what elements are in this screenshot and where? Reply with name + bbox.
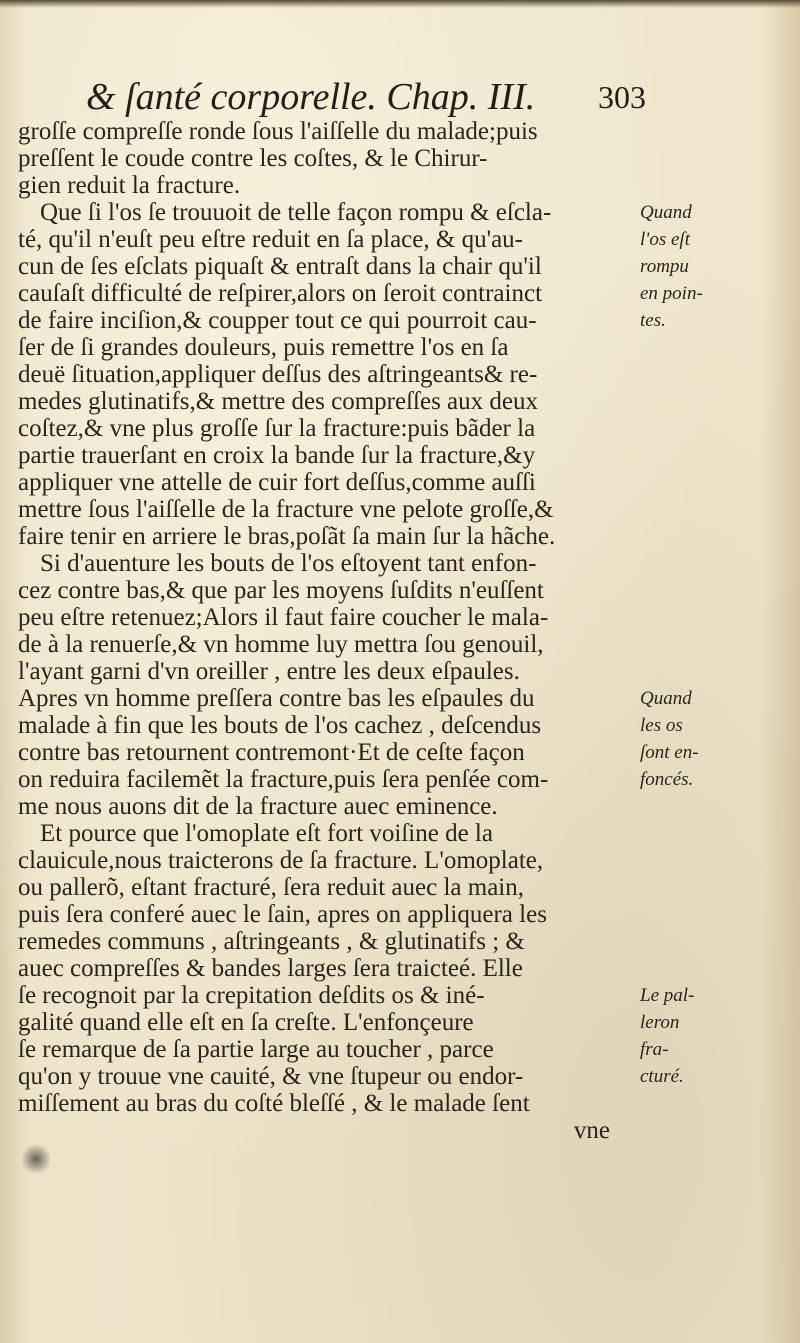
page-top-edge [0, 0, 800, 8]
margin-note-line: rompu [640, 256, 689, 277]
text-line: Et pource que l'omoplate eſt fort voiſine de la [40, 820, 493, 847]
text-line: ſe remarque de ſa partie large au toucher , parce [18, 1036, 494, 1063]
margin-note-line: Quand [640, 202, 692, 223]
text-line: Apres vn homme preſſera contre bas les eſpaules du [18, 685, 535, 712]
text-line: preſſent le coude contre les coſtes, & le Chirur- [18, 145, 488, 172]
margin-note-line: leron [640, 1012, 680, 1033]
margin-note-line: foncés. [640, 769, 694, 790]
text-line: groſſe compreſſe ronde ſous l'aiſſelle du malade;puis [18, 118, 538, 145]
running-title: & ſanté corporelle. Chap. III. [86, 76, 536, 118]
text-line: puis ſera conferé auec le ſain, apres on appliquera les [18, 901, 547, 928]
margin-note-line: cturé. [640, 1066, 684, 1087]
margin-note-shoulder-blade [640, 982, 790, 1090]
margin-note-line: tes. [640, 310, 666, 331]
text-line: ſe recognoit par la crepitation deſdits os & iné- [18, 982, 485, 1009]
margin-note-line: Quand [640, 688, 692, 709]
text-line: medes glutinatifs,& mettre des compreſſes aux deux [18, 388, 538, 415]
text-line: me nous auons dit de la fracture auec eminence. [18, 793, 498, 820]
text-line: mettre ſous l'aiſſelle de la fracture vne pelote groſſe,& [18, 496, 554, 523]
text-line: clauicule,nous traicterons de ſa fracture. L'omoplate, [18, 847, 544, 874]
margin-note-bones-depressed [640, 685, 790, 793]
text-line: appliquer vne attelle de cuir fort deſſus,comme auſſi [18, 469, 536, 496]
margin-note-line: les os [640, 715, 683, 736]
text-line: on reduira facilemẽt la fracture,puis ſera penſée com- [18, 766, 549, 793]
text-line: auec compreſſes & bandes larges ſera traicteé. Elle [18, 955, 523, 982]
text-line: coſtez,& vne plus groſſe ſur la fracture:puis bãder la [18, 415, 536, 442]
text-line: cun de ſes eſclats piquaſt & entraſt dans la chair qu'il [18, 253, 542, 280]
main-text-block [18, 118, 638, 1144]
text-line: ou pallerõ, eſtant fracturé, ſera reduit auec la main, [18, 874, 524, 901]
ink-stain [22, 1142, 50, 1176]
margin-note-fracture-pointed [640, 199, 790, 334]
catchword: vne [573, 1117, 610, 1144]
text-line: gien reduit la fracture. [18, 172, 241, 199]
text-line: peu eſtre retenuez;Alors il faut faire coucher le mala- [18, 604, 549, 631]
margin-note-line: ſont en- [640, 742, 699, 763]
text-line: cauſaſt difficulté de reſpirer,alors on ſeroit contrainct [18, 280, 543, 307]
text-line: té, qu'il n'euſt peu eſtre reduit en ſa place, & qu'au- [18, 226, 523, 253]
text-line: galité quand elle eſt en ſa creſte. L'enfonçeure [18, 1009, 474, 1036]
text-line: deuë ſituation,appliquer deſſus des aſtringeants& re- [18, 361, 538, 388]
text-line: ſer de ſi grandes douleurs, puis remettre l'os en ſa [18, 334, 509, 361]
margin-note-line: l'os eſt [640, 229, 690, 250]
margin-note-line: fra- [640, 1039, 669, 1060]
page-number: 303 [598, 79, 646, 115]
text-line: cez contre bas,& que par les moyens ſuſdits n'euſſent [18, 577, 544, 604]
margin-note-line: en poin- [640, 283, 703, 304]
text-line: de à la renuerſe,& vn homme luy mettra ſou genouil, [18, 631, 544, 658]
text-line: remedes communs , aſtringeants , & glutinatifs ; & [18, 928, 525, 955]
text-line: faire tenir en arriere le bras,poſãt ſa main ſur la hãche. [18, 523, 556, 550]
text-line: l'ayant garni d'vn oreiller , entre les deux eſpaules. [18, 658, 520, 685]
text-line: Que ſi l'os ſe trouuoit de telle façon rompu & eſcla- [40, 199, 552, 226]
text-line: partie trauerſant en croix la bande ſur la fracture,&y [18, 442, 536, 469]
margin-note-line: Le pal- [640, 985, 695, 1006]
text-line: de faire inciſion,& coupper tout ce qui pourroit cau- [18, 307, 537, 334]
text-line: Si d'auenture les bouts de l'os eſtoyent tant enfon- [40, 550, 537, 577]
text-line: miſſement au bras du coſté bleſſé , & le malade ſent [18, 1090, 530, 1117]
text-line: malade à fin que les bouts de l'os cachez , deſcendus [18, 712, 542, 739]
text-line: contre bas retournent contremont·Et de ceſte façon [18, 739, 525, 766]
text-line: qu'on y trouue vne cauité, & vne ſtupeur ou endor- [18, 1063, 524, 1090]
